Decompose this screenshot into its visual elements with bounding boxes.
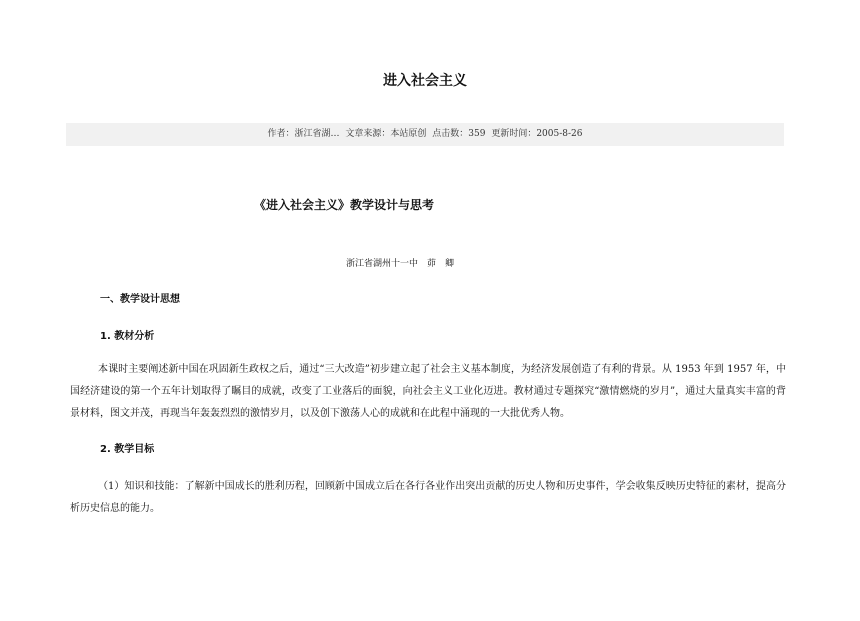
meta-author: 作者：浙江省湖…	[267, 129, 340, 139]
subsection-heading-teaching-goals: 2. 教学目标	[100, 444, 155, 455]
meta-source: 文章来源：本站原创	[345, 129, 427, 139]
paragraph-material-analysis: 本课时主要阐述新中国在巩固新生政权之后，通过“三大改造”初步建立起了社会主义基本制度，为经济发展创造了有利的背景。从 1953 年到 1957 年，中国经济建设的第一个五年计划取得了瞩目的成就，改变了工业落后的面貌，向社会主义工业化迈进。教材通过专题探究“激情燃烧的岁月”，通过大量真实丰富的背景材料，图文并茂，再现当年轰轰烈烈的激情岁月，以及创下激荡人心的成就和在此程中涌现的一大批优秀人物。	[70, 364, 786, 419]
subsection-heading-material-analysis: 1. 教材分析	[100, 331, 155, 342]
author-line: 浙江省湖州十一中 茆 卿	[345, 259, 454, 269]
section-heading-design-ideas: 一、教学设计思想	[100, 294, 180, 305]
meta-clicks: 点击数：359	[432, 129, 486, 139]
paragraph-teaching-goals: （1）知识和技能：了解新中国成长的胜利历程，回顾新中国成立后在各行各业作出突出贡献的历史人物和历史事件，学会收集反映历史特征的素材，提高分析历史信息的能力。	[70, 481, 786, 514]
article-meta-bar	[66, 123, 784, 146]
meta-updated: 更新时间：2005-8-26	[491, 129, 583, 139]
article-heading: 《进入社会主义》教学设计与思考	[254, 198, 435, 212]
page-title: 进入社会主义	[383, 73, 467, 89]
